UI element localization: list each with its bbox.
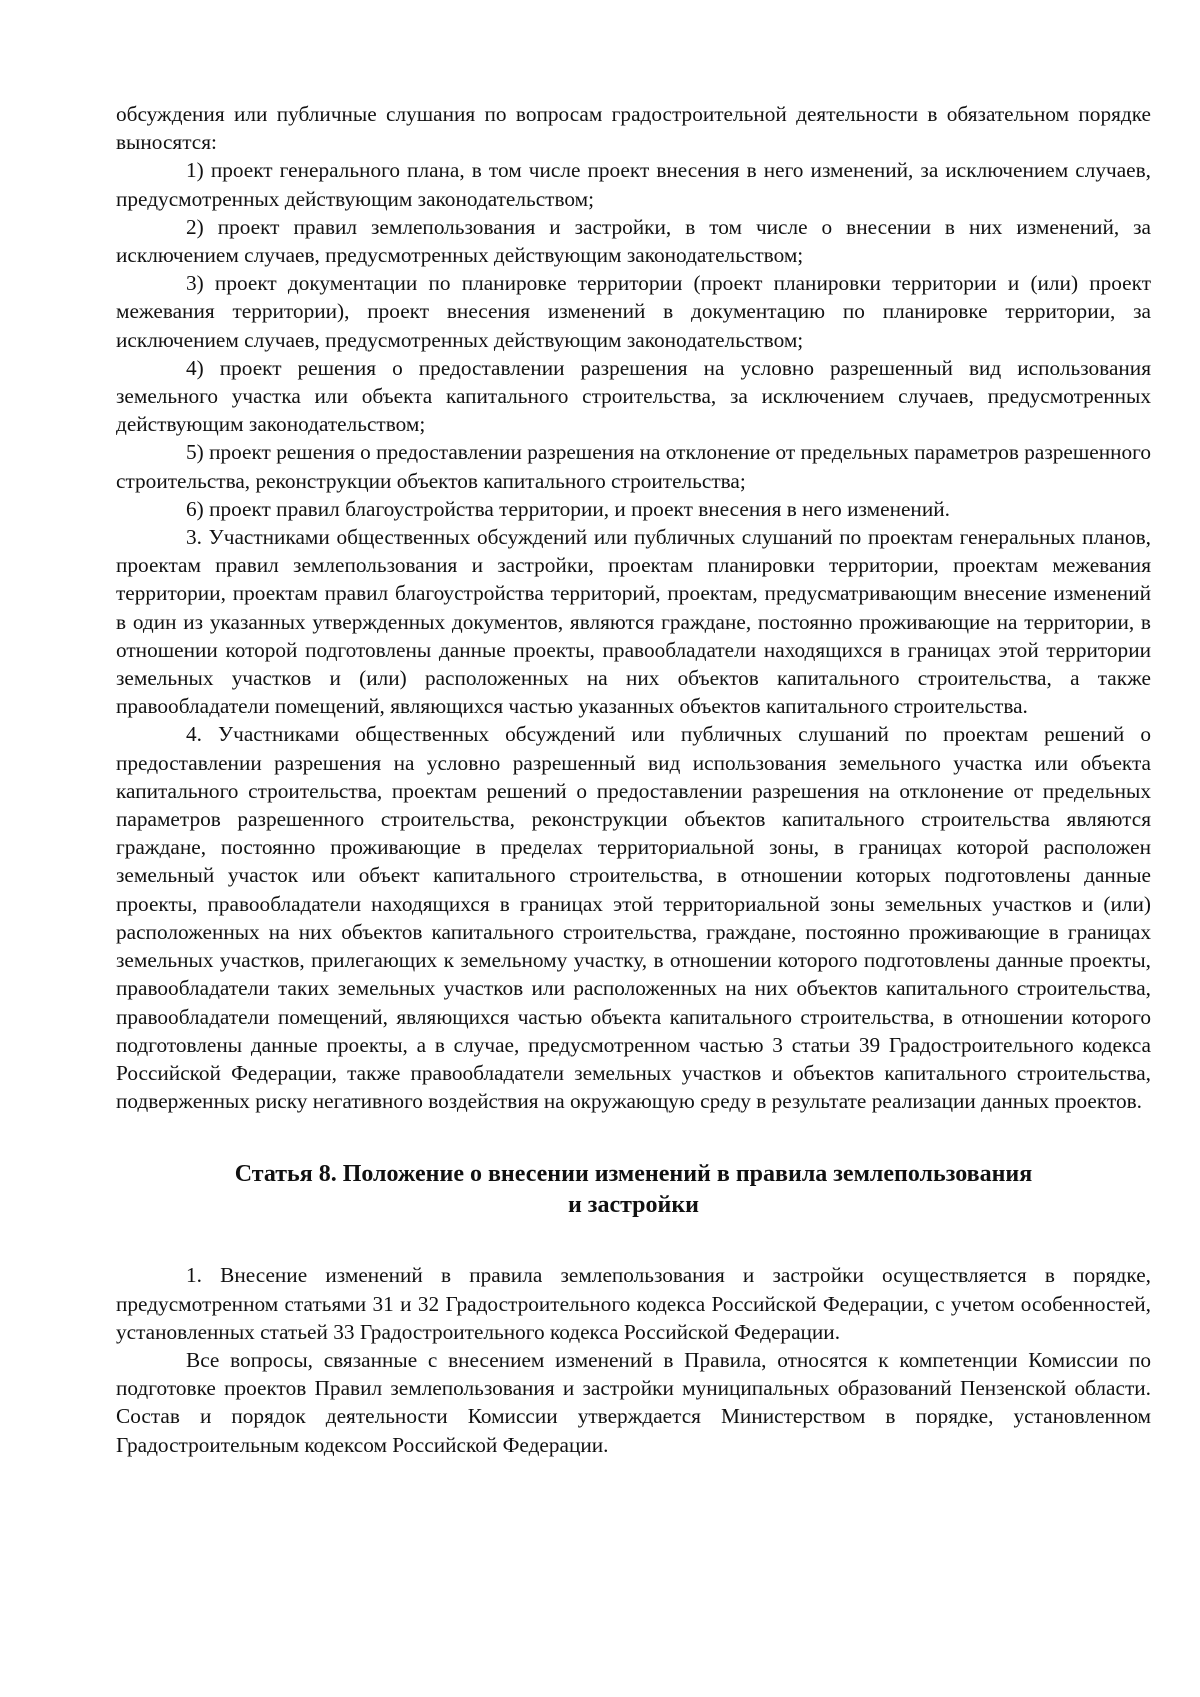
list-item-3: 3) проект документации по планировке территории (проект планировки территории и (или) проект межевания территории), проект внесения изменений в документацию по планировке территории, за исключением случаев, предусмотренных действующим законодательством;	[116, 271, 1151, 352]
article-7-paragraph-4: 4. Участниками общественных обсуждений или публичных слушаний по проектам решений о предоставлении разрешения на условно разрешенный вид использования земельного участка или объекта капитального строительства, проектам решений о предоставлении разрешения на отклонение от предельных параметров разрешенного строительства, реконструкции объектов капитального строительства являются граждане, постоянно проживающие в пределах территориальной зоны, в границах которой расположен земельный участок или объект капитального строительства, в отношении которых подготовлены данные проекты, правообладатели находящихся в границах этой территориальной зоны земельных участков и (или) расположенных на них объектов капитального строительства, граждане, постоянно проживающие в границах земельных участков, прилегающих к земельному участку, в отношении которого подготовлены данные проекты, правообладатели таких земельных участков или расположенных на них объектов капитального строительства, правообладатели помещений, являющихся частью объекта капитального строительства, в отношении которого подготовлены данные проекты, а в случае, предусмотренном частью 3 статьи 39 Градостроительного кодекса Российской Федерации, также правообладатели земельных участков и объектов капитального строительства, подверженных риску негативного воздействия на окружающую среду в результате реализации данных проектов.	[116, 722, 1151, 1114]
list-item-2: 2) проект правил землепользования и застройки, в том числе о внесении в них изменений, за исключением случаев, предусмотренных действующим законодательством;	[116, 214, 1151, 268]
document-page	[116, 100, 1151, 1459]
article-8-paragraph-2: Все вопросы, связанные с внесением изменений в Правила, относятся к компетенции Комиссии по подготовке проектов Правил землепользования и застройки муниципальных образований Пензенской области. Состав и порядок деятельности Комиссии утверждается Министерством в порядке, установленном Градостроительным кодексом Российской Федерации.	[116, 1347, 1151, 1457]
article-8-heading-line-1: Статья 8. Положение о внесении изменений в правила землепользования	[234, 1161, 1033, 1188]
list-item-1: 1) проект генерального плана, в том числе проект внесения в него изменений, за исключением случаев, предусмотренных действующим законодательством;	[116, 158, 1151, 211]
article-8-heading	[116, 1159, 1151, 1221]
article-7-intro: обсуждения или публичные слушания по вопросам градостроительной деятельности в обязательном порядке выносятся:	[116, 102, 1151, 155]
list-item-5: 5) проект решения о предоставлении разрешения на отклонение от предельных параметров разрешенного строительства, реконструкции объектов капитального строительства;	[116, 440, 1151, 493]
list-item-4: 4) проект решения о предоставлении разрешения на условно разрешенный вид использования земельного участка или объекта капитального строительства, за исключением случаев, предусмотренных действующим законодательством;	[116, 355, 1151, 437]
list-item-6: 6) проект правил благоустройства территории, и проект внесения в него изменений.	[186, 496, 950, 521]
article-8-heading-line-2: и застройки	[567, 1192, 700, 1219]
article-7-paragraph-3: 3. Участниками общественных обсуждений или публичных слушаний по проектам генеральных планов, проектам правил землепользования и застройки, проектам планировки территории, проектам межевания территории, проектам правил благоустройства территорий, проектам, предусматривающим внесение изменений в один из указанных утвержденных документов, являются граждане, постоянно проживающие на территории, в отношении которой подготовлены данные проекты, правообладатели находящихся в границах этой территории земельных участков и (или) расположенных на них объектов капитального строительства, а также правообладатели помещений, являющихся частью указанных объектов капитального строительства.	[116, 525, 1151, 719]
article-8-paragraph-1: 1. Внесение изменений в правила землепользования и застройки осуществляется в порядке, предусмотренном статьями 31 и 32 Градостроительного кодекса Российской Федерации, с учетом особенностей, установленных статьей 33 Градостроительного кодекса Российской Федерации.	[116, 1263, 1151, 1344]
